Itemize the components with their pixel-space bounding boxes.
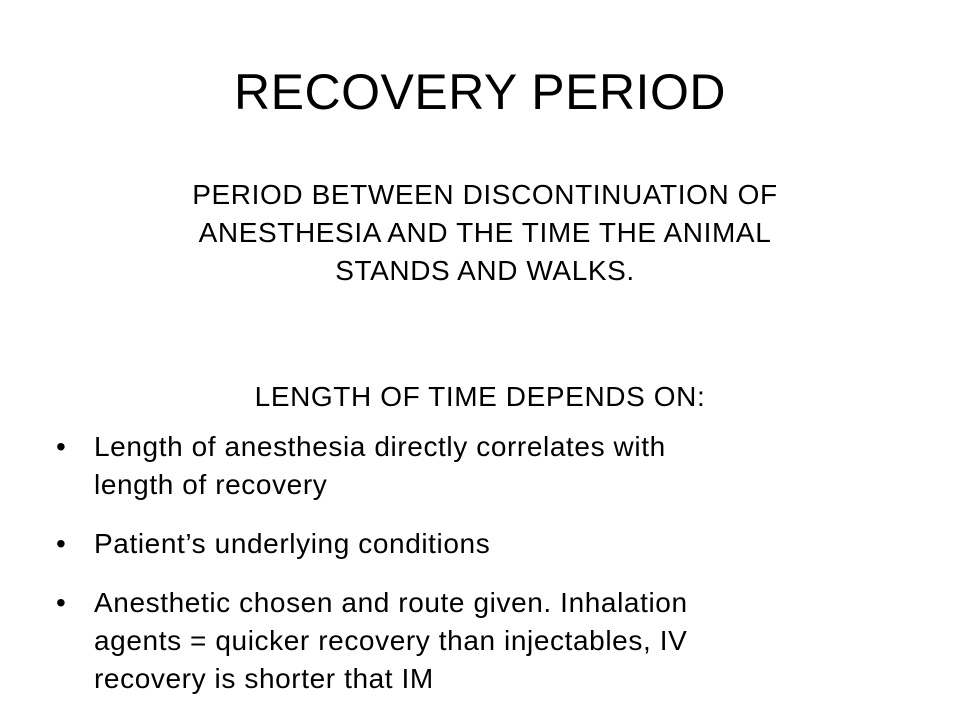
bullet-list <box>56 428 916 719</box>
bullet-item <box>56 428 916 504</box>
bullet-item <box>56 525 916 563</box>
bullet-dot-icon: • <box>56 528 67 559</box>
subheading: LENGTH OF TIME DEPENDS ON: <box>254 381 706 412</box>
intro-line: STANDS AND WALKS. <box>335 255 635 286</box>
bullet-line: length of recovery <box>94 469 328 500</box>
bullet-line: recovery is shorter that IM <box>94 663 434 694</box>
slide-title: RECOVERY PERIOD <box>234 64 726 120</box>
intro-line: PERIOD BETWEEN DISCONTINUATION OF <box>192 179 778 210</box>
bullet-dot-icon: • <box>56 587 67 618</box>
bullet-item <box>56 584 916 698</box>
intro-definition <box>100 176 870 290</box>
bullet-dot-icon: • <box>56 431 67 462</box>
intro-line: ANESTHESIA AND THE TIME THE ANIMAL <box>198 217 772 248</box>
bullet-line: Length of anesthesia directly correlates with <box>94 431 666 462</box>
bullet-line: Patient’s underlying conditions <box>94 528 491 559</box>
bullet-line: Anesthetic chosen and route given. Inhalation <box>94 587 688 618</box>
bullet-line: agents = quicker recovery than injectables, IV <box>94 625 688 656</box>
